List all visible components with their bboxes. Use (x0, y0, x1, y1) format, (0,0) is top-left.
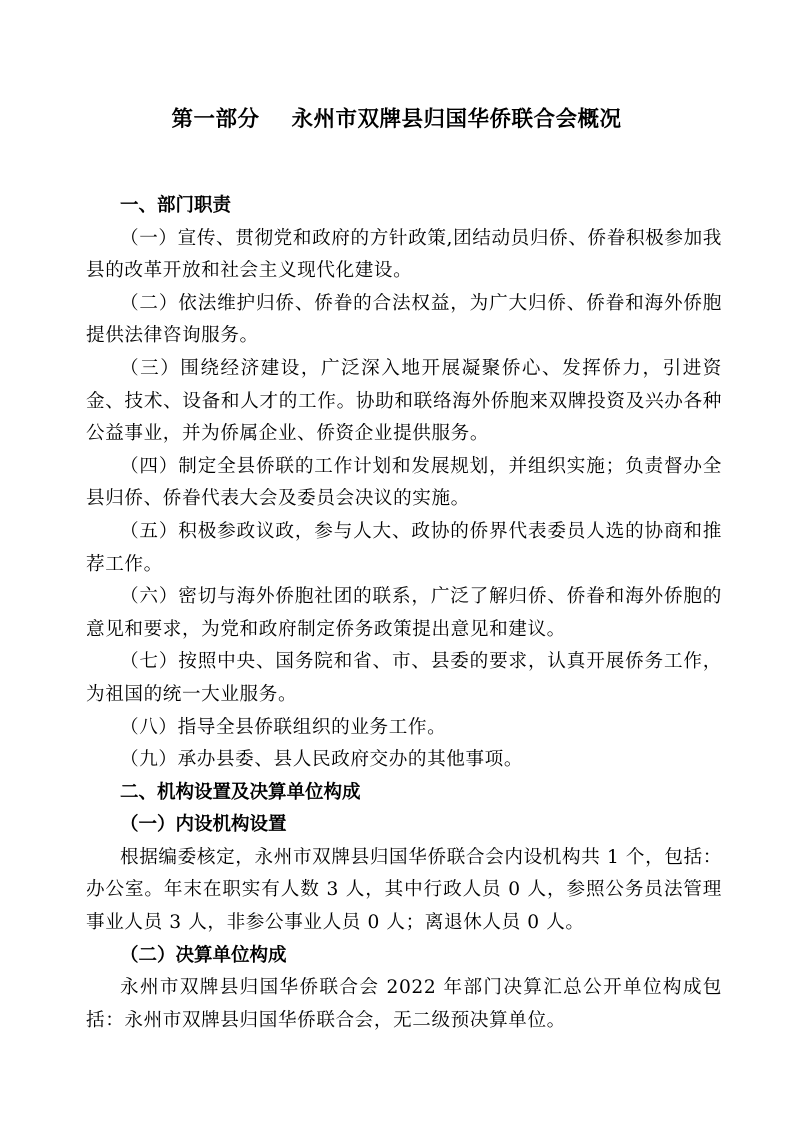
duty-paragraph-5: （五）积极参政议政，参与人大、政协的侨界代表委员人选的协商和推荐工作。 (86, 520, 722, 575)
duty-paragraph-7: （七）按照中央、国务院和省、市、县委的要求，认真开展侨务工作，为祖国的统一大业服务。 (86, 651, 722, 705)
internal-structure-paragraph: 根据编委核定，永州市双牌县归国华侨联合会内设机构共 1 个，包括：办公室。年末在职实有人数 3 人，其中行政人员 0 人，参照公务员法管理事业人员 3 人，非参公事业人员 0 人；离退休人员 0 人。 (86, 846, 722, 934)
duty-paragraph-1: （一）宣传、贯彻党和政府的方针政策,团结动员归侨、侨眷积极参加我县的改革开放和社会主义现代化建设。 (86, 227, 722, 282)
units-paragraph: 永州市双牌县归国华侨联合会 2022 年部门决算汇总公开单位构成包括：永州市双牌县归国华侨联合会，无二级预决算单位。 (86, 977, 722, 1031)
duty-paragraph-3: （三）围绕经济建设，广泛深入地开展凝聚侨心、发挥侨力，引进资金、技术、设备和人才的工作。协助和联络海外侨胞来双牌投资及兴办各种公益事业，并为侨属企业、侨资企业提供服务。 (86, 357, 722, 445)
subsection-heading-units: （二）决算单位构成 (120, 944, 287, 966)
page-title: 第一部分 永州市双牌县归国华侨联合会概况 (171, 107, 622, 132)
duty-paragraph-2: （二）依法维护归侨、侨眷的合法权益，为广大归侨、侨眷和海外侨胞提供法律咨询服务。 (86, 292, 722, 347)
section-heading-structure: 二、机构设置及决算单位构成 (120, 781, 361, 803)
duty-paragraph-9: （九）承办县委、县人民政府交办的其他事项。 (120, 749, 524, 771)
subsection-heading-internal: （一）内设机构设置 (120, 814, 287, 836)
duty-paragraph-4: （四）制定全县侨联的工作计划和发展规划，并组织实施；负责督办全县归侨、侨眷代表大会及委员会决议的实施。 (86, 455, 722, 510)
duty-paragraph-6: （六）密切与海外侨胞社团的联系，广泛了解归侨、侨眷和海外侨胞的意见和要求，为党和政府制定侨务政策提出意见和建议。 (86, 586, 722, 640)
document-body (86, 190, 722, 1037)
duty-paragraph-8: （八）指导全县侨联组织的业务工作。 (120, 716, 447, 738)
section-heading-duties: 一、部门职责 (120, 195, 232, 216)
